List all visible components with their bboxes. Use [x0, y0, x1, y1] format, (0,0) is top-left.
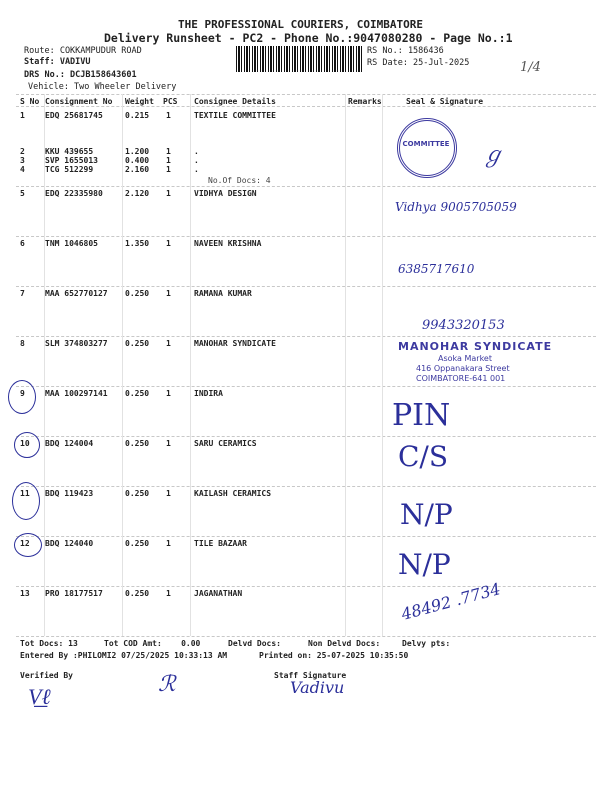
- tot-cod: Tot COD Amt: 0.00: [104, 639, 201, 648]
- cell-wt: 2.120: [125, 189, 150, 198]
- cell-sno: 11: [20, 489, 30, 498]
- rs-date: RS Date: 25-Jul-2025: [367, 58, 470, 68]
- cell-consignee: RAMANA KUMAR: [194, 289, 252, 298]
- remark-12: N/P: [398, 548, 451, 581]
- signature-1: ℊ: [482, 143, 505, 168]
- cell-consignee: NAVEEN KRISHNA: [194, 239, 262, 248]
- cell-cn: TNM 1046805: [45, 239, 98, 248]
- cell-sno: 10: [20, 439, 30, 448]
- col-pcs: PCS: [163, 97, 178, 106]
- cell-pcs: 1: [166, 439, 171, 448]
- cell-wt: 0.250: [125, 439, 150, 448]
- staff-signature-label: Staff Signature: [274, 671, 347, 680]
- col-consignee: Consignee Details: [194, 97, 276, 106]
- cell-consignee: VIDHYA DESIGN: [194, 189, 257, 198]
- verified-by: Verified By: [20, 671, 73, 680]
- cell-cn: SLM 374803277: [45, 339, 108, 348]
- cell-consignee: .: [194, 147, 199, 156]
- route: Route: COKKAMPUDUR ROAD: [24, 46, 142, 56]
- stamp-line-2: 416 Oppanakara Street: [416, 364, 510, 373]
- cell-pcs: 1: [166, 289, 171, 298]
- vehicle: Vehicle: Two Wheeler Delivery: [28, 82, 177, 92]
- staff-signature: Vadivu: [290, 678, 345, 697]
- cell-sno: 12: [20, 539, 30, 548]
- staff: Staff: VADIVU: [24, 57, 91, 67]
- cell-wt: 0.250: [125, 389, 150, 398]
- cell-consignee: TILE BAZAAR: [194, 539, 247, 548]
- cell-cn: SVP 1655013: [45, 156, 98, 165]
- remark-10: C/S: [398, 440, 449, 473]
- cell-pcs: 1: [166, 156, 171, 165]
- circle-mark-9: [8, 380, 36, 414]
- row-divider: [16, 436, 596, 437]
- entered-by: Entered By :PHILOMI2 07/25/2025 10:33:13 AM: [20, 651, 228, 660]
- cell-sno: 13: [20, 589, 30, 598]
- column-divider: [345, 94, 346, 636]
- cell-sno: 4: [20, 165, 25, 174]
- rs-no: RS No.: 1586436: [367, 46, 444, 56]
- column-divider: [190, 94, 191, 636]
- cell-wt: 0.250: [125, 589, 150, 598]
- row-divider: [16, 336, 596, 337]
- row-divider: [16, 536, 596, 537]
- page-note: 1/4: [520, 60, 541, 75]
- circle-mark-12: [14, 533, 42, 557]
- column-divider: [382, 94, 383, 636]
- cell-consignee: INDIRA: [194, 389, 223, 398]
- no-of-docs: No.Of Docs: 4: [208, 176, 271, 185]
- cell-cn: MAA 652770127: [45, 289, 108, 298]
- tot-docs: Tot Docs: 13: [20, 639, 78, 648]
- cell-consignee: TEXTILE COMMITTEE: [194, 111, 276, 120]
- col-sno: S No: [20, 97, 40, 106]
- row-divider: [16, 286, 596, 287]
- cell-wt: 0.250: [125, 289, 150, 298]
- cell-pcs: 1: [166, 539, 171, 548]
- column-divider: [44, 94, 45, 636]
- delvd-docs: Delvd Docs:: [228, 639, 281, 648]
- signature-7: 9943320153: [422, 318, 505, 333]
- cell-consignee: KAILASH CERAMICS: [194, 489, 272, 498]
- stamp-line-1: Asoka Market: [438, 354, 492, 363]
- seal-text: COMMITTEE: [402, 140, 450, 148]
- row-divider: [16, 94, 596, 95]
- cell-sno: 3: [20, 156, 25, 165]
- cell-sno: 1: [20, 111, 25, 120]
- circle-mark-11: [12, 482, 40, 520]
- drs-no: DRS No.: DCJB158643601: [24, 70, 137, 80]
- signature-13: 48492 .7734: [399, 579, 503, 624]
- cell-wt: 0.215: [125, 111, 150, 120]
- col-remarks: Remarks: [348, 97, 382, 106]
- cell-cn: BDQ 119423: [45, 489, 94, 498]
- cell-wt: 1.350: [125, 239, 150, 248]
- col-seal: Seal & Signature: [406, 97, 484, 106]
- column-divider: [122, 94, 123, 636]
- second-signature: ℛ: [158, 672, 176, 697]
- cell-pcs: 1: [166, 165, 171, 174]
- remark-9: PIN: [392, 398, 451, 433]
- row-divider: [16, 386, 596, 387]
- cell-wt: 2.160: [125, 165, 150, 174]
- cell-wt: 0.250: [125, 339, 150, 348]
- non-delvd-docs: Non Delvd Docs:: [308, 639, 381, 648]
- cell-consignee: MANOHAR SYNDICATE: [194, 339, 276, 348]
- cell-pcs: 1: [166, 589, 171, 598]
- cell-pcs: 1: [166, 339, 171, 348]
- verifier-signature: V͟ℓ: [28, 685, 51, 710]
- printed-on: Printed on: 25-07-2025 10:35:50: [259, 651, 409, 660]
- cell-cn: PRO 18177517: [45, 589, 103, 598]
- cell-wt: 1.200: [125, 147, 150, 156]
- signature-6: 6385717610: [398, 262, 475, 276]
- row-divider: [16, 106, 596, 107]
- cell-consignee: SARU CERAMICS: [194, 439, 257, 448]
- col-weight: Weight: [125, 97, 154, 106]
- row-divider: [16, 586, 596, 587]
- delvy-pts: Delvy pts:: [402, 639, 451, 648]
- runsheet-title: Delivery Runsheet - PC2 - Phone No.:9047080280 - Page No.:1: [104, 31, 513, 45]
- stamp-name: MANOHAR SYNDICATE: [398, 340, 553, 353]
- remark-11: N/P: [400, 498, 453, 531]
- cell-cn: KKU 439655: [45, 147, 94, 156]
- row-divider: [16, 186, 596, 187]
- cell-consignee: .: [194, 165, 199, 174]
- cell-pcs: 1: [166, 389, 171, 398]
- cell-cn: MAA 100297141: [45, 389, 108, 398]
- cell-wt: 0.250: [125, 539, 150, 548]
- cell-cn: EDQ 22335980: [45, 189, 103, 198]
- cell-pcs: 1: [166, 489, 171, 498]
- cell-pcs: 1: [166, 239, 171, 248]
- round-seal-stamp: [397, 118, 457, 178]
- company-name: THE PROFESSIONAL COURIERS, COIMBATORE: [178, 18, 424, 31]
- cell-wt: 0.400: [125, 156, 150, 165]
- cell-sno: 9: [20, 389, 25, 398]
- cell-cn: TCG 512299: [45, 165, 94, 174]
- cell-sno: 5: [20, 189, 25, 198]
- cell-consignee: .: [194, 156, 199, 165]
- stamp-line-3: COIMBATORE-641 001: [416, 374, 506, 383]
- row-divider: [16, 486, 596, 487]
- cell-sno: 2: [20, 147, 25, 156]
- cell-consignee: JAGANATHAN: [194, 589, 243, 598]
- cell-wt: 0.250: [125, 489, 150, 498]
- cell-pcs: 1: [166, 111, 171, 120]
- barcode: [236, 46, 364, 72]
- cell-sno: 7: [20, 289, 25, 298]
- row-divider: [16, 636, 596, 637]
- col-consignment: Consignment No: [45, 97, 113, 106]
- row-divider: [16, 236, 596, 237]
- cell-pcs: 1: [166, 147, 171, 156]
- circle-mark-10: [14, 432, 40, 458]
- cell-sno: 8: [20, 339, 25, 348]
- cell-cn: EDQ 25681745: [45, 111, 103, 120]
- signature-5: Vidhya 9005705059: [395, 200, 517, 214]
- cell-cn: BDQ 124004: [45, 439, 94, 448]
- cell-pcs: 1: [166, 189, 171, 198]
- cell-cn: BDQ 124040: [45, 539, 94, 548]
- cell-sno: 6: [20, 239, 25, 248]
